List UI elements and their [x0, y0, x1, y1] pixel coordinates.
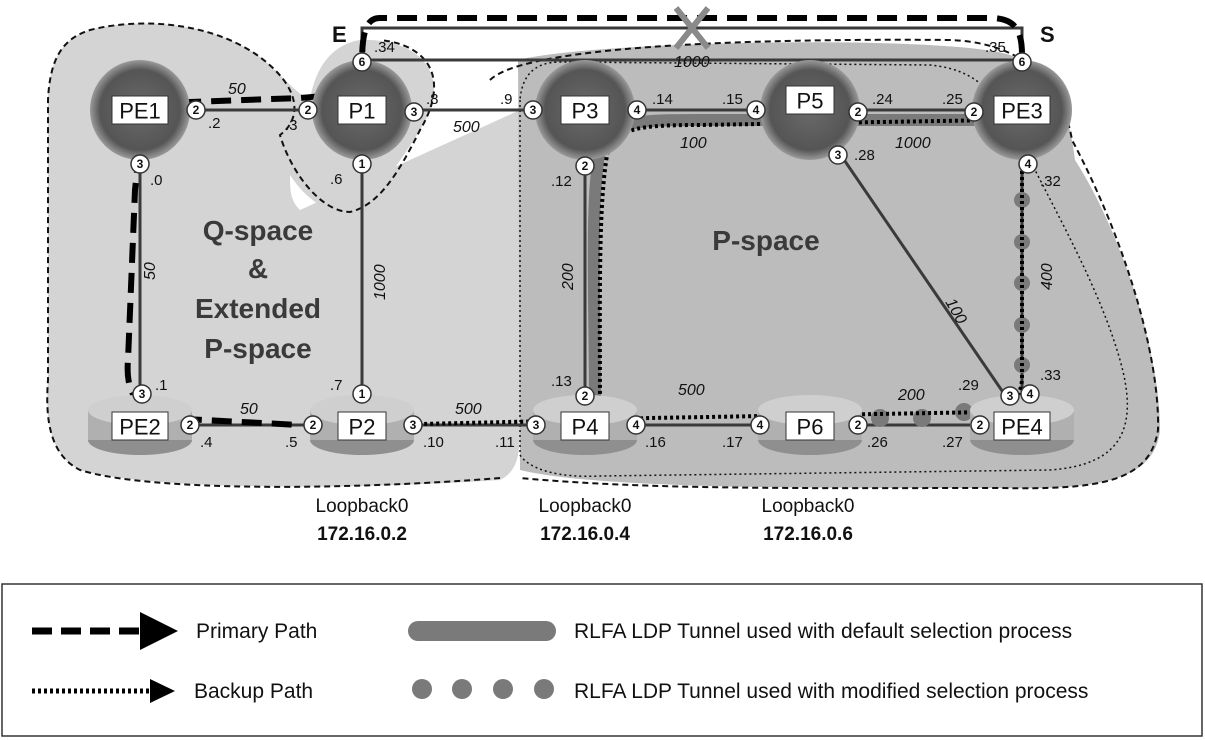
switch-p6[interactable]: [758, 395, 862, 455]
metric-label: 50: [240, 401, 258, 418]
node-label: P2: [348, 414, 376, 440]
svg-text:.0: .0: [150, 172, 163, 189]
svg-text:.16: .16: [645, 434, 666, 451]
svg-text:1: 1: [358, 387, 366, 401]
svg-text:.9: .9: [500, 91, 513, 108]
svg-text:.17: .17: [722, 434, 743, 451]
svg-text:.27: .27: [942, 434, 963, 451]
svg-text:4: 4: [756, 418, 764, 432]
metric-label: 50: [228, 81, 246, 98]
port-marker: [1019, 155, 1037, 173]
svg-text:.25: .25: [942, 91, 963, 108]
svg-text:4: 4: [752, 103, 760, 117]
svg-text:.12: .12: [551, 173, 572, 190]
loopback-p2: [316, 496, 409, 545]
svg-text:.28: .28: [854, 147, 875, 164]
svg-text:3: 3: [529, 103, 537, 117]
port-marker: [131, 155, 149, 173]
svg-text:2: 2: [304, 103, 312, 117]
svg-text:2: 2: [854, 418, 862, 432]
node-label: PE3: [1001, 98, 1043, 124]
svg-text:RLFA LDP Tunnel used with modi: RLFA LDP Tunnel used with modified selection process: [574, 680, 1089, 703]
svg-text:RLFA LDP Tunnel used with defa: RLFA LDP Tunnel used with default selection process: [574, 620, 1073, 643]
svg-text:.14: .14: [652, 91, 673, 108]
port-marker: [965, 103, 983, 121]
svg-text:4: 4: [1024, 157, 1032, 171]
switch-p2[interactable]: [310, 395, 414, 455]
svg-text:2: 2: [854, 105, 862, 119]
svg-text:.33: .33: [1040, 367, 1061, 384]
svg-text:Backup Path: Backup Path: [194, 680, 314, 703]
svg-text:1: 1: [358, 157, 366, 171]
endpoint-s-label: S: [1040, 22, 1055, 47]
metric-label: 100: [941, 295, 970, 328]
svg-text:.4: .4: [200, 434, 213, 451]
svg-text:.1: .1: [155, 377, 168, 394]
port-marker: [133, 385, 151, 403]
router-pe3[interactable]: [972, 60, 1072, 160]
svg-text:3: 3: [410, 105, 418, 119]
svg-text:2: 2: [976, 418, 984, 432]
endpoint-e-label: E: [332, 22, 347, 47]
legend-rlfa-default: [418, 620, 1072, 643]
svg-text:2: 2: [581, 159, 589, 173]
svg-text:.3: .3: [285, 117, 298, 134]
router-p1[interactable]: [312, 60, 412, 160]
port-marker: [849, 416, 867, 434]
svg-text:.13: .13: [551, 373, 572, 390]
node-label: P4: [571, 414, 599, 440]
router-p3[interactable]: [535, 60, 635, 160]
svg-text:.5: .5: [285, 434, 298, 451]
port-marker: [751, 416, 769, 434]
svg-text:Loopback0: Loopback0: [538, 496, 632, 517]
port-marker: [628, 101, 646, 119]
loopback-p4: [539, 496, 632, 545]
svg-text:.26: .26: [867, 434, 888, 451]
svg-text:.29: .29: [958, 377, 979, 394]
svg-text:3: 3: [409, 418, 417, 432]
port-marker: [849, 103, 867, 121]
svg-text:3: 3: [834, 148, 842, 162]
svg-text:.7: .7: [330, 377, 343, 394]
port-marker: [1013, 53, 1031, 71]
svg-text:.24: .24: [872, 91, 893, 108]
svg-text:6: 6: [358, 55, 366, 69]
metric-label: 1000: [674, 54, 710, 71]
svg-text:172.16.0.6: 172.16.0.6: [763, 524, 853, 545]
metric-label: 50: [142, 262, 159, 280]
svg-text:&: &: [247, 253, 269, 284]
node-label: P5: [796, 88, 824, 114]
node-label: PE1: [119, 98, 161, 124]
port-marker: [524, 101, 542, 119]
svg-text:4: 4: [632, 418, 640, 432]
svg-text:.32: .32: [1040, 173, 1061, 190]
svg-text:Primary Path: Primary Path: [196, 620, 318, 643]
port-marker: [181, 416, 199, 434]
port-marker: [627, 416, 645, 434]
svg-text:.10: .10: [423, 434, 444, 451]
node-label: PE4: [1001, 414, 1043, 440]
legend: [2, 584, 1202, 736]
svg-text:4: 4: [1026, 387, 1034, 401]
p-space-label: P-space: [712, 225, 820, 256]
svg-text:2: 2: [186, 418, 194, 432]
svg-text:2: 2: [581, 389, 589, 403]
loopback-p6: [762, 496, 855, 545]
port-marker: [404, 416, 422, 434]
svg-text:3: 3: [136, 157, 144, 171]
metric-label: 500: [453, 119, 480, 136]
port-marker: [405, 103, 423, 121]
port-marker: [829, 146, 847, 164]
metric-label: 500: [678, 382, 705, 399]
svg-text:Q-space: Q-space: [202, 215, 314, 246]
node-label: P6: [796, 414, 824, 440]
metric-label: 200: [560, 263, 577, 290]
metric-label: 100: [680, 135, 707, 152]
svg-text:4: 4: [633, 103, 641, 117]
metric-label: 400: [1039, 263, 1056, 290]
switch-pe2[interactable]: [88, 395, 192, 455]
svg-text:.34: .34: [374, 39, 395, 56]
metric-label: 1000: [895, 135, 931, 152]
port-marker: [299, 101, 317, 119]
svg-text:.6: .6: [330, 171, 343, 188]
svg-text:.2: .2: [208, 115, 221, 132]
port-marker: [187, 101, 205, 119]
svg-text:.8: .8: [426, 91, 439, 108]
svg-text:.15: .15: [722, 91, 743, 108]
svg-text:3: 3: [1006, 389, 1014, 403]
port-marker: [1021, 385, 1039, 403]
port-marker: [576, 387, 594, 405]
port-marker: [747, 101, 765, 119]
svg-text:2: 2: [309, 418, 317, 432]
metric-label: 1000: [372, 264, 389, 300]
port-marker: [353, 53, 371, 71]
node-label: P1: [348, 98, 376, 124]
port-marker: [971, 416, 989, 434]
port-marker: [353, 385, 371, 403]
svg-text:3: 3: [532, 418, 540, 432]
node-label: PE2: [119, 414, 161, 440]
svg-text:2: 2: [970, 105, 978, 119]
port-marker: [304, 416, 322, 434]
svg-text:P-space: P-space: [204, 333, 312, 364]
router-p5[interactable]: [760, 60, 860, 160]
port-marker: [1001, 387, 1019, 405]
port-marker: [353, 155, 371, 173]
node-label: P3: [571, 98, 599, 124]
svg-text:.11: .11: [495, 434, 515, 451]
svg-text:3: 3: [138, 387, 146, 401]
router-pe1[interactable]: [90, 60, 190, 160]
svg-text:Loopback0: Loopback0: [315, 496, 409, 517]
svg-text:Loopback0: Loopback0: [761, 496, 855, 517]
metric-label: 500: [455, 401, 482, 418]
port-marker: [576, 157, 594, 175]
svg-text:2: 2: [192, 103, 200, 117]
svg-text:.35: .35: [985, 39, 1006, 56]
svg-text:172.16.0.4: 172.16.0.4: [540, 524, 630, 545]
svg-text:Extended: Extended: [194, 293, 322, 324]
port-marker: [527, 416, 545, 434]
svg-text:172.16.0.2: 172.16.0.2: [317, 524, 407, 545]
metric-label: 200: [898, 387, 925, 404]
svg-text:6: 6: [1018, 55, 1026, 69]
